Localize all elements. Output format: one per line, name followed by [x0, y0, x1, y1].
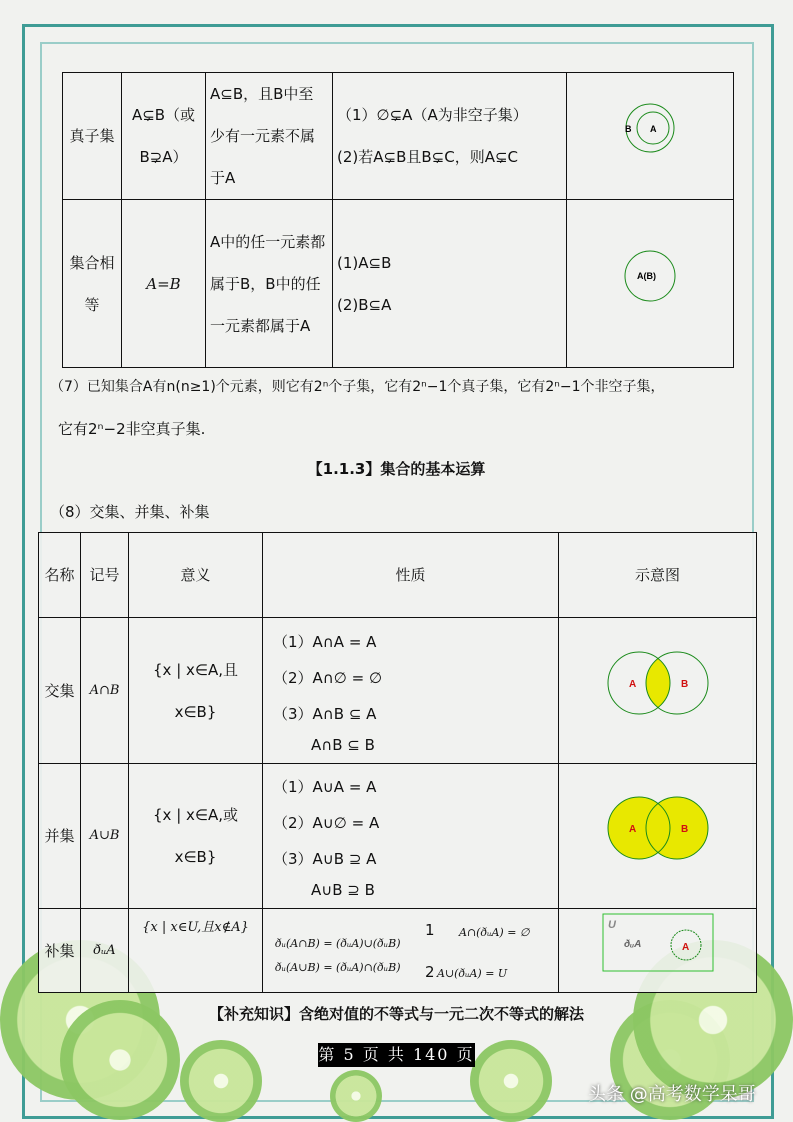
name-cell: 并集: [39, 764, 81, 909]
symbol-cell: A∩B: [81, 618, 129, 764]
property: （2）A∪∅ = A: [273, 814, 380, 832]
table-row: [39, 764, 757, 909]
name-cell: 集合相等: [63, 200, 122, 368]
diagram-cell: [567, 73, 734, 200]
venn-equal-sets: [622, 249, 678, 303]
property: （1）∅⊊A（A为非空子集）: [337, 106, 528, 124]
header-meaning: 意义: [129, 533, 263, 618]
meaning-cell: {x | x∈A,或 x∈B}: [129, 764, 263, 909]
property: A∪B ⊇ B: [311, 881, 375, 899]
label-u: U: [607, 918, 616, 931]
header-name: 名称: [39, 533, 81, 618]
meaning-cell: {x | x∈U,且x∉A}: [129, 909, 263, 993]
label-a: A: [628, 824, 636, 835]
page-number: 第 5 页 共 140 页: [318, 1043, 475, 1067]
property: ðᵤ(A∩B) = (ðᵤA)∪(ðᵤB): [275, 937, 401, 950]
diagram-cell: [559, 909, 757, 993]
diagram-cell: [567, 200, 734, 368]
operations-table: [38, 532, 757, 993]
property: (1)A⊆B: [337, 253, 392, 272]
diagram-cell: [559, 764, 757, 909]
label-a: A: [650, 124, 657, 134]
supplement-title: 【补充知识】含绝对值的不等式与一元二次不等式的解法: [208, 1005, 584, 1023]
property: （3）A∩B ⊆ A: [273, 704, 377, 723]
label-b: B: [625, 124, 632, 134]
name-cell: 补集: [39, 909, 81, 993]
property: （1）A∩A = A: [273, 632, 377, 651]
table-row: [63, 73, 734, 200]
lime-decoration: [180, 1040, 262, 1122]
venn-union: [605, 796, 711, 860]
table-header-row: [39, 533, 757, 618]
header-diagram: 示意图: [559, 533, 757, 618]
venn-complement: [602, 913, 714, 973]
symbol-cell: A=B: [122, 200, 206, 368]
property: (2)B⊆A: [337, 295, 392, 314]
property: （3）A∪B ⊇ A: [273, 850, 377, 868]
table-row: [63, 200, 734, 368]
venn-proper-subset: [620, 103, 680, 153]
watermark: 头条 @高考数学呆哥: [588, 1084, 756, 1105]
name-cell: 交集: [39, 618, 81, 764]
property: ðᵤ(A∪B) = (ðᵤA)∩(ðᵤB): [275, 961, 401, 974]
label-a: A: [628, 678, 636, 690]
table-row: [39, 909, 757, 993]
property-number: 1: [425, 921, 435, 939]
properties-cell: [333, 200, 567, 368]
item-8-heading: （8）交集、并集、补集: [50, 503, 210, 521]
header-symbol: 记号: [81, 533, 129, 618]
label-b: B: [680, 824, 688, 835]
properties-cell: [263, 618, 559, 764]
note-7-line2: 它有2ⁿ−2非空真子集.: [58, 420, 206, 438]
properties-cell: [333, 73, 567, 200]
lime-decoration: [470, 1040, 552, 1122]
property-number: 2: [425, 963, 435, 981]
properties-cell: [263, 909, 559, 993]
label-a: A: [681, 941, 689, 953]
meaning-cell: {x | x∈A,且 x∈B}: [129, 618, 263, 764]
symbol-cell: ðᵤA: [81, 909, 129, 993]
property: A∩(ðᵤA) = ∅: [459, 926, 530, 939]
property: （1）A∪A = A: [273, 778, 377, 796]
note-7-line1: （7）已知集合A有n(n≥1)个元素，则它有2ⁿ个子集，它有2ⁿ−1个真子集，它有2ⁿ−1个非空子集，: [50, 379, 665, 395]
name-cell: 真子集: [63, 73, 122, 200]
meaning-cell: A⊆B，且B中至少有一元素不属于A: [206, 73, 333, 200]
diagram-cell: [559, 618, 757, 764]
label-complement: ðᵤA: [623, 938, 641, 950]
section-title: 【1.1.3】集合的基本运算: [307, 460, 486, 478]
symbol-cell: A∪B: [81, 764, 129, 909]
property: (2)若A⊊B且B⊊C，则A⊊C: [337, 148, 519, 166]
property: A∩B ⊆ B: [311, 735, 375, 754]
properties-cell: [263, 764, 559, 909]
venn-intersection: [605, 651, 711, 715]
lime-decoration: [330, 1070, 382, 1122]
property: （2）A∩∅ = ∅: [273, 668, 383, 687]
label-b: B: [680, 678, 688, 690]
header-properties: 性质: [263, 533, 559, 618]
label-ab: A(B): [637, 270, 656, 281]
table-row: [39, 618, 757, 764]
meaning-cell: A中的任一元素都属于B，B中的任一元素都属于A: [206, 200, 333, 368]
property: A∪(ðᵤA) = U: [437, 967, 508, 980]
symbol-cell: A⊊B（或B⊋A）: [122, 73, 206, 200]
subset-table: [62, 72, 734, 368]
